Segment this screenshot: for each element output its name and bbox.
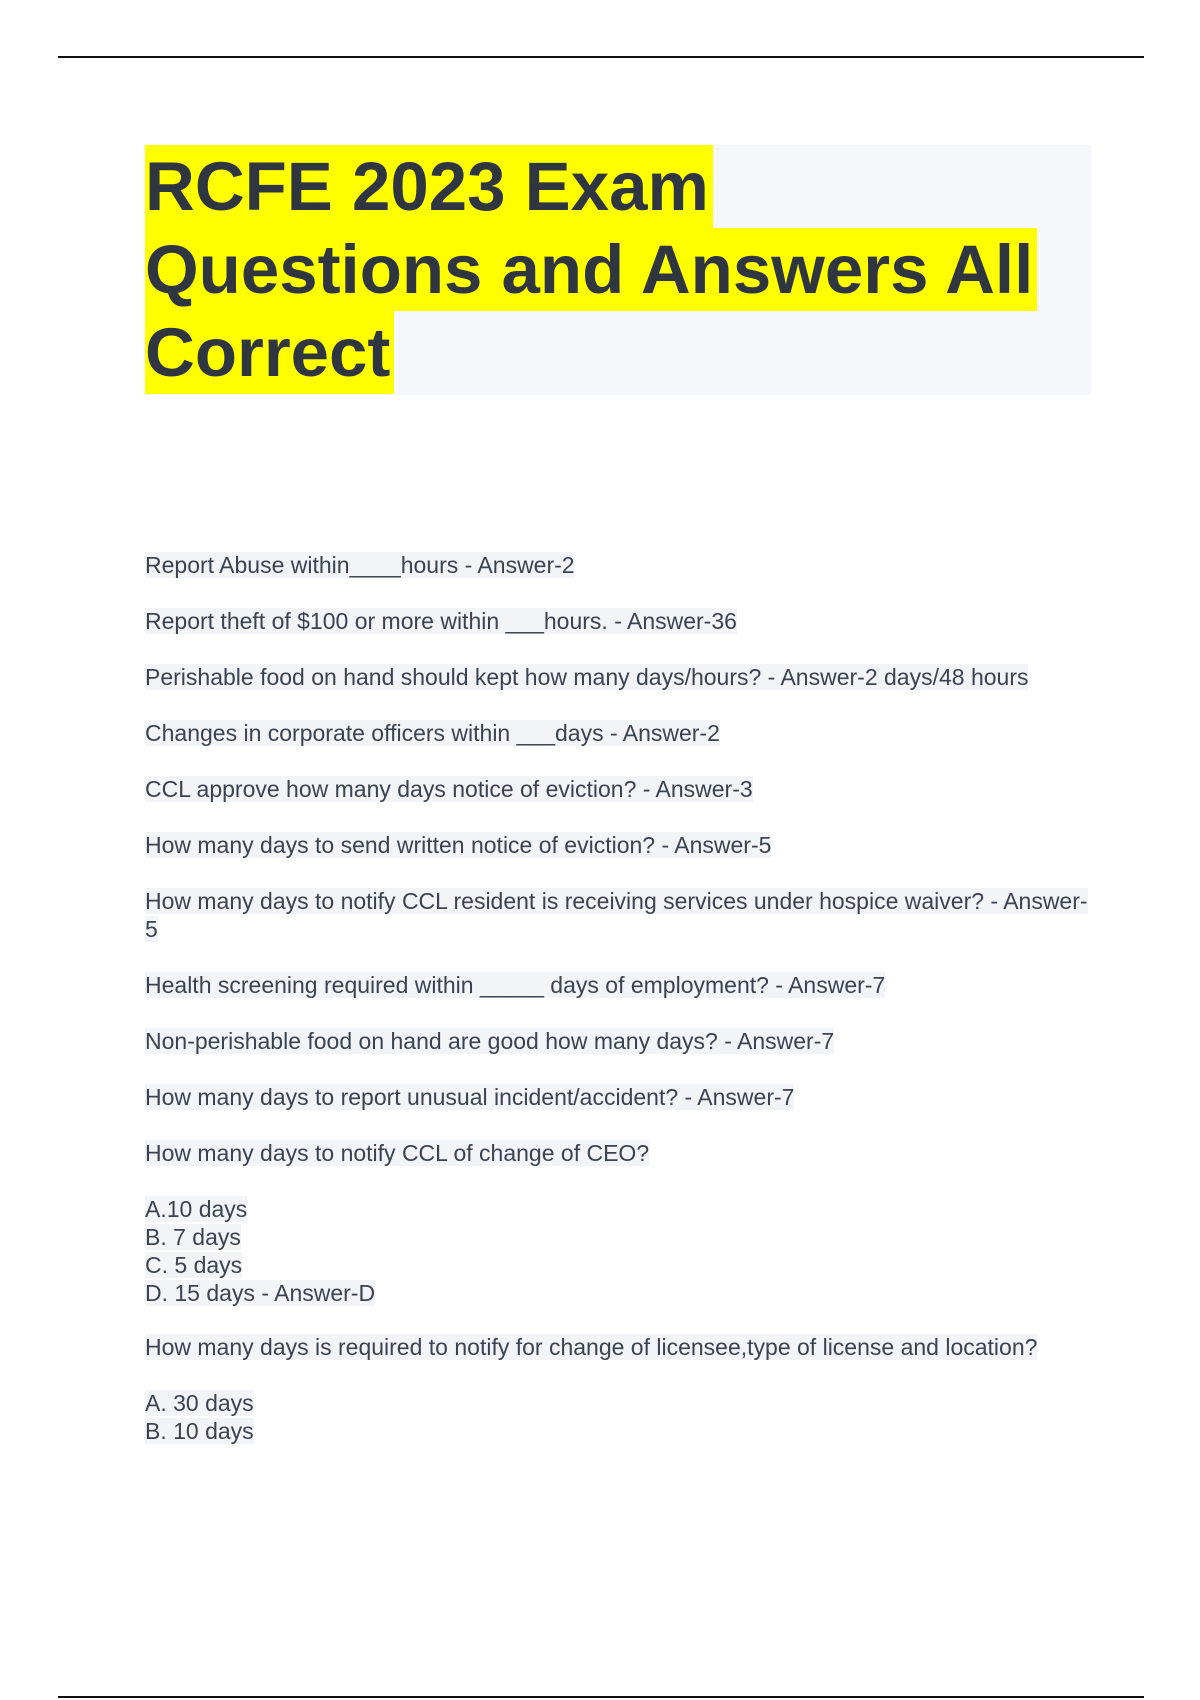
- option-text: D. 15 days - Answer-D: [145, 1280, 376, 1306]
- option-text: B. 10 days: [145, 1418, 254, 1444]
- option-text: A. 30 days: [145, 1390, 254, 1416]
- document-title: [145, 145, 1091, 394]
- qa-text: Changes in corporate officers within ___days - Answer-2: [145, 720, 720, 746]
- question-text: How many days is required to notify for change of licensee,type of license and location?: [145, 1334, 1038, 1360]
- option-b: [145, 1223, 1091, 1251]
- qa-text: Non-perishable food on hand are good how many days? - Answer-7: [145, 1028, 835, 1054]
- question-licensee: [145, 1333, 1091, 1361]
- qa-text: Health screening required within _____ days of employment? - Answer-7: [145, 972, 886, 998]
- qa-text: How many days to send written notice of eviction? - Answer-5: [145, 832, 772, 858]
- qa-text: How many days to report unusual incident/accident? - Answer-7: [145, 1084, 795, 1110]
- option-a: [145, 1389, 1091, 1417]
- option-text: B. 7 days: [145, 1224, 241, 1250]
- qa-text: How many days to notify CCL resident is receiving services under hospice waiver? - Answer-5: [145, 888, 1088, 942]
- option-text: C. 5 days: [145, 1252, 243, 1278]
- option-b: [145, 1417, 1091, 1445]
- qa-item: [145, 1027, 1091, 1055]
- qa-item: [145, 551, 1091, 579]
- qa-item: [145, 663, 1091, 691]
- qa-item: [145, 775, 1091, 803]
- options-licensee: [145, 1389, 1091, 1445]
- qa-item: [145, 1083, 1091, 1111]
- qa-text: CCL approve how many days notice of eviction? - Answer-3: [145, 776, 753, 802]
- qa-item: [145, 971, 1091, 999]
- option-text: A.10 days: [145, 1196, 248, 1222]
- question-ceo: [145, 1139, 1091, 1167]
- top-rule: [58, 56, 1144, 58]
- title-block: [145, 145, 1091, 395]
- title-line-3: Correct: [145, 311, 394, 394]
- qa-item: [145, 831, 1091, 859]
- qa-text: Report theft of $100 or more within ___hours. - Answer-36: [145, 608, 737, 634]
- question-text: How many days to notify CCL of change of CEO?: [145, 1140, 650, 1166]
- qa-list: [145, 551, 1091, 1471]
- option-d: [145, 1279, 1091, 1307]
- option-c: [145, 1251, 1091, 1279]
- qa-text: Perishable food on hand should kept how many days/hours? - Answer-2 days/48 hours: [145, 664, 1029, 690]
- option-a: [145, 1195, 1091, 1223]
- qa-item: [145, 719, 1091, 747]
- qa-text: Report Abuse within____hours - Answer-2: [145, 552, 575, 578]
- title-line-2: Questions and Answers All: [145, 228, 1037, 311]
- bottom-rule: [58, 1696, 1144, 1698]
- title-line-1: RCFE 2023 Exam: [145, 145, 713, 228]
- qa-item: [145, 607, 1091, 635]
- qa-item: [145, 887, 1091, 943]
- options-ceo: [145, 1195, 1091, 1307]
